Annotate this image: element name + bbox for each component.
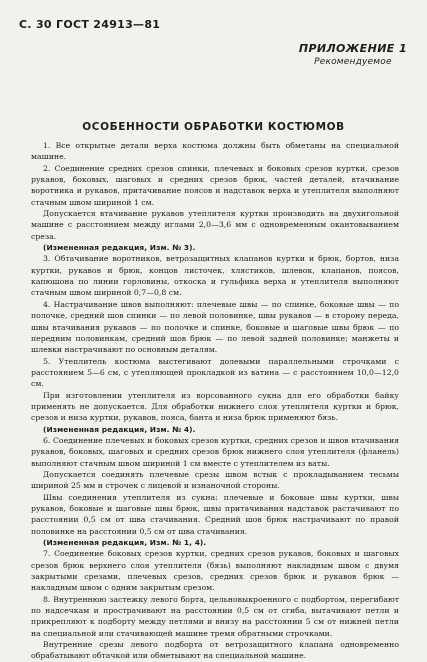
appendix-subtitle: Рекомендуемое	[314, 57, 392, 67]
page-header: С. 30 ГОСТ 24913—81	[19, 18, 161, 31]
paragraph-6-note-2: Швы соединения утеплителя из сукна: плечевые и боковые швы куртки, швы рукавов, боковые и шаговые швы брюк, швы притачивания надставок растачивают по расстоянии 0,5 см от шва стачивания. Средний шов брюк настрачивают по правой половинке на расстоянии 0,5 см от шва стачивания.	[31, 492, 399, 536]
appendix-label	[299, 42, 407, 67]
document-title: ОСОБЕННОСТИ ОБРАБОТКИ КОСТЮМОВ	[82, 121, 345, 133]
paragraph-2: 2. Соединение средних срезов спинки, плечевых и боковых срезов куртки, срезов рукавов, боковых, шаговых и средних срезов брюк, частей деталей, втачивание воротника и рукавов, притачивание поясов и надставок верха и утеплителя выполняют стачным швом шириной 1 см.	[31, 163, 399, 207]
amendment-note-2: (Измененная редакция, Изм. № 4).	[43, 424, 196, 434]
paragraph-7: 7. Соединение боковых срезов куртки, средних срезов рукавов, боковых и шаговых срезов брюк верхнего слоя утеплителя (бязь) выполняют накладным швом с двумя закрытыми срезами, плечевых срезов, средних срезов брюк и рукавов брюк — накладным швом с одним закрытым срезом.	[31, 549, 399, 593]
paragraph-5: 5. Утеплитель костюма выстегивают долевыми параллельными строчками с расстоянием 5—6 см, с утепляющей прокладкой из ватина — с расстоянием 10,0—12,0 см.	[31, 356, 399, 389]
document-body	[31, 140, 399, 662]
paragraph-4: 4. Настрачивание швов выполняют: плечевые швы — по спинке, боковые швы — по полочке, средний шов спинки — по левой половинке, швы рукавов — в сторону переда, швы втачивания рукавов — по полочке и спинке, боковые и шаговые швы брюк — по передним половинкам, средний шов брюк — по левой задней половинке; манжеты и шлевки настрачивают по основным деталям.	[31, 299, 399, 355]
paragraph-8-note: Внутренние срезы левого подборта от ветрозащитного клапана одновременно обрабатывают обтачкой или обметывают на специальной машине.	[31, 640, 399, 661]
paragraph-1: 1. Все открытые детали верха костюма должны быть обметаны на специальной машине.	[31, 141, 399, 162]
amendment-note-3: (Измененная редакция, Изм. № 1, 4).	[43, 538, 207, 548]
paragraph-3: 3. Обтачивание воротников, ветрозащитных клапанов куртки и брюк, бортов, низа куртки, рукавов и брюк, концов листочек, хлястиков, шлевок, клапанов, поясов, капюшона по линии горловины, откоска и гульфика верха и утеплителя выполняют стачным швом шириной 0,7—0,8 см.	[31, 254, 399, 298]
paragraph-2-note: Допускается втачивание рукавов утеплителя куртки производить на двухигольной машине с расстоянием между иглами 2,0—3,6 мм с одновременным окантовыванием среза.	[31, 209, 399, 241]
paragraph-6: 6. Соединение плечевых и боковых срезов куртки, средних срезов и швов втачивания рукавов, боковых, шаговых и средних срезов брюк нижнего слоя утеплителя (фланель) выполняют стачным швом шириной 1 см вместе с утеплителем из ваты.	[31, 435, 399, 468]
paragraph-8: 8. Внутреннюю застежку левого борта, цельновыкроенного с подбортом, перегибают по надсечкам и прострачивают на расстоянии 0,5 см от сгиба, вытачивают петли и прикрепляют к подборту между петлями и внизу на расстоянии 5 см от нижней петли на специальной или стачивающей машине тремя обратными строчками.	[31, 594, 399, 638]
amendment-note-1: (Измененная редакция, Изм. № 3).	[43, 243, 196, 253]
paragraph-5-note: При изготовлении утеплителя из ворсованного сукна для его обработки байку применять не допускается. Для обработки нижнего слоя утеплителя куртки и брюк, срезов и низа куртки, рукавов, пояса, банта и низа брюк применяют бязь.	[31, 390, 399, 423]
appendix-title: ПРИЛОЖЕНИЕ 1	[298, 42, 407, 55]
paragraph-6-note-1: Допускается соединять плечевые срезы швом встык с прокладыванием тесьмы шириной 25 мм и строчек с лицевой и изнаночной стороны.	[31, 469, 399, 491]
